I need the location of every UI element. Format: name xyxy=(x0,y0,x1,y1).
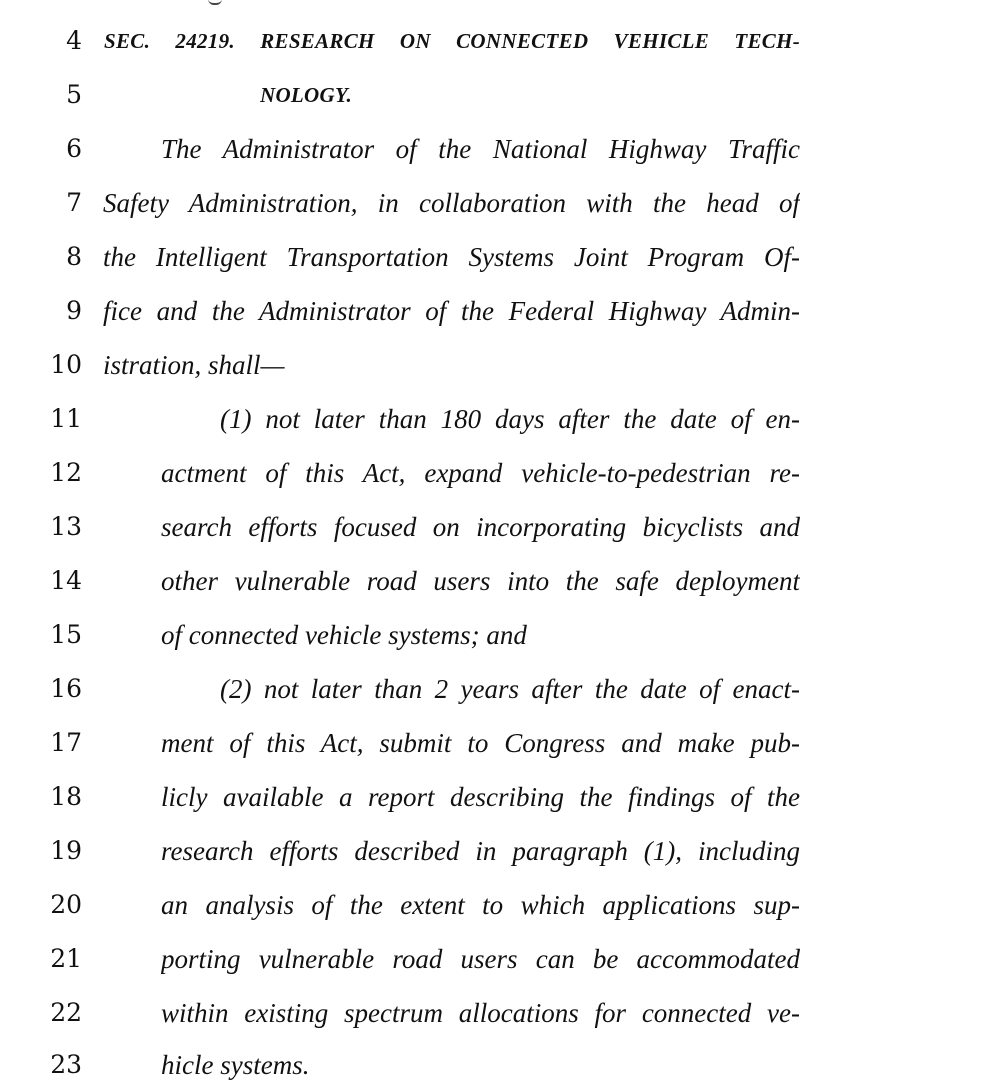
bill-line xyxy=(0,338,984,392)
line-text: an analysis of the extent to which applications sup- xyxy=(161,890,800,920)
line-number: 14 xyxy=(50,566,82,595)
line-number: 16 xyxy=(50,674,82,703)
line-text: Safety Administration, in collaboration with the head of xyxy=(103,188,800,218)
line-number: 7 xyxy=(66,188,82,217)
line-text: hicle systems. xyxy=(161,1050,310,1080)
bill-line xyxy=(0,1038,984,1092)
line-number: 21 xyxy=(50,944,82,973)
line-number: 17 xyxy=(50,728,82,757)
line-number: 19 xyxy=(50,836,82,865)
line-text: licly available a report describing the findings of the xyxy=(161,782,800,812)
line-number: 5 xyxy=(66,80,82,109)
line-text: of connected vehicle systems; and xyxy=(161,620,527,650)
bill-line xyxy=(0,932,984,986)
bill-line xyxy=(0,878,984,932)
line-text: search efforts focused on incorporating bicyclists and xyxy=(161,512,800,542)
line-text: actment of this Act, expand vehicle-to-pedestrian re- xyxy=(161,458,800,488)
bill-line xyxy=(0,608,984,662)
bill-line xyxy=(0,770,984,824)
line-number: 23 xyxy=(50,1050,82,1079)
line-number: 13 xyxy=(50,512,82,541)
line-number: 20 xyxy=(50,890,82,919)
line-number: 9 xyxy=(66,296,82,325)
paragraph-1-text: (1) not later than 180 days after the date of en- xyxy=(220,404,800,434)
line-number: 22 xyxy=(50,998,82,1027)
line-text: other vulnerable road users into the safe deployment xyxy=(161,566,800,596)
bill-line xyxy=(0,284,984,338)
bill-line xyxy=(0,662,984,716)
line-text: research efforts described in paragraph (1), including xyxy=(161,836,800,866)
line-number: 8 xyxy=(66,242,82,271)
line-text: ment of this Act, submit to Congress and make pub- xyxy=(161,728,800,758)
line-number: 12 xyxy=(50,458,82,487)
line-number: 15 xyxy=(50,620,82,649)
bill-line xyxy=(0,122,984,176)
section-heading: SEC. 24219. RESEARCH ON CONNECTED VEHICLE TECH- xyxy=(104,29,800,53)
bill-line xyxy=(0,446,984,500)
bill-line xyxy=(0,716,984,770)
cropped-previous-line xyxy=(0,0,984,8)
line-text: istration, shall— xyxy=(103,350,285,380)
bill-line xyxy=(0,500,984,554)
bill-line xyxy=(0,14,984,68)
line-text: porting vulnerable road users can be accommodated xyxy=(161,944,800,974)
bill-line xyxy=(0,986,984,1040)
line-text: within existing spectrum allocations for connected ve- xyxy=(161,998,800,1028)
bill-line xyxy=(0,176,984,230)
section-heading-continued: NOLOGY. xyxy=(260,83,353,107)
bill-line xyxy=(0,824,984,878)
line-text: the Intelligent Transportation Systems Joint Program Of- xyxy=(103,242,800,272)
paragraph-2-text: (2) not later than 2 years after the date of enact- xyxy=(220,674,800,704)
line-number: 18 xyxy=(50,782,82,811)
line-text: The Administrator of the National Highway Traffic xyxy=(161,134,800,164)
bill-line xyxy=(0,392,984,446)
line-number: 6 xyxy=(66,134,82,163)
bill-line xyxy=(0,230,984,284)
line-number: 4 xyxy=(66,26,82,55)
line-number: 11 xyxy=(50,404,82,433)
bill-line xyxy=(0,68,984,122)
line-text: fice and the Administrator of the Federal Highway Admin- xyxy=(103,296,800,326)
line-number: 10 xyxy=(50,350,82,379)
bill-line xyxy=(0,554,984,608)
